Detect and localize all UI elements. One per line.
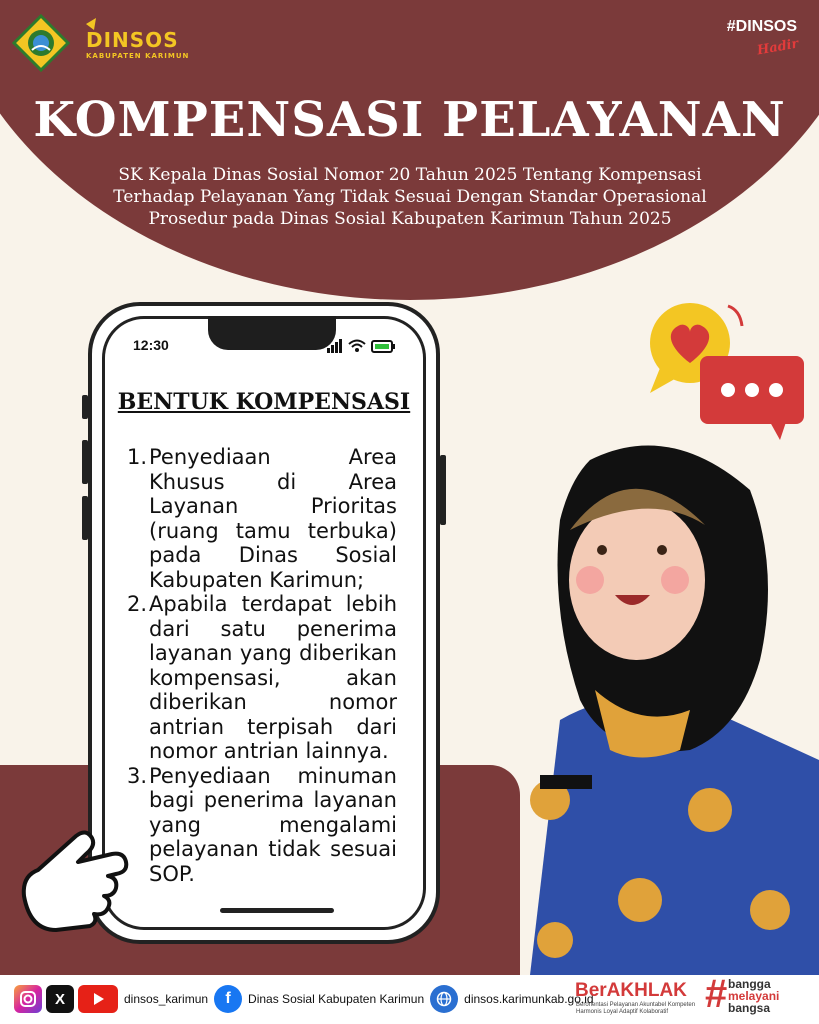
youtube-icon[interactable] [78,985,118,1013]
compensation-list [127,445,397,886]
list-number: 2. [127,592,148,616]
signal-icon [327,339,342,353]
list-text: Apabila terdapat lebih dari satu penerima layanan yang diberikan kompensasi, akan diberikan nomor antrian terpisah dari nomor antrian lainnya. [149,592,397,763]
wifi-icon [349,341,365,353]
bangga-line: melayani [728,989,780,1003]
phone-side-button [440,455,446,525]
facebook-name[interactable]: Dinas Sosial Kabupaten Karimun [248,992,425,1006]
status-icons [327,337,397,355]
dinsos-logo-subtitle: KABUPATEN KARIMUN [86,52,190,60]
footer-social-row [14,982,600,1016]
website-url[interactable]: dinsos.karimunkab.go.id [464,992,594,1006]
list-item [127,445,397,592]
battery-icon [372,341,395,352]
chat-bubbles-icon [640,298,810,448]
phone-notch [208,316,336,350]
regency-emblem-icon [12,14,70,72]
list-text: Penyediaan minuman bagi penerima layanan yang mengalami pelayanan tidak sesuai SOP. [149,763,397,886]
page-subtitle: SK Kepala Dinas Sosial Nomor 20 Tahun 2025 Tentang Kompensasi Terhadap Pelayanan Yang Tidak Sesuai Dengan Standar Operasional Prosedur pada Dinas Sosial Kabupaten Karimun Tahun 2025 [113,165,707,229]
berakhlak-logo: BerAKHLAK [575,980,687,1001]
woman-illustration-icon [440,430,819,975]
bangga-melayani-bangsa [728,978,779,1014]
home-indicator [220,908,334,913]
hash-icon: # [705,972,728,1016]
list-item [127,764,397,887]
list-number: 1. [127,445,148,469]
dinsos-logo-text: DINSOS [86,28,179,52]
pointing-hand-icon [16,826,136,936]
phone-mockup [88,302,440,944]
hashtag-sub: Hadir [756,36,800,59]
hashtag: #DINSOS [726,18,797,35]
bangga-line: bangsa [728,1001,771,1015]
status-time: 12:30 [133,337,169,353]
phone-screen [102,316,426,930]
list-number: 3. [127,763,148,788]
list-item [127,592,397,764]
facebook-icon[interactable]: f [214,985,242,1013]
page-title: KOMPENSASI PELAYANAN [33,92,786,148]
globe-icon[interactable] [430,985,458,1013]
card-title: BENTUK KOMPENSASI [117,389,411,415]
footer [0,975,819,1024]
social-handle[interactable]: dinsos_karimun [124,992,209,1006]
instagram-icon[interactable] [14,985,42,1013]
list-text: Penyediaan Area Khusus di Area Layanan Prioritas (ruang tamu terbuka) pada Dinas Sosial Kabupaten Karimun; [149,445,397,592]
x-icon[interactable]: X [46,985,74,1013]
bangga-line: bangga [728,977,771,991]
berakhlak-tagline: Berorientasi Pelayanan Akuntabel Kompeten Harmonis Loyal Adaptif Kolaboratif [576,1002,696,1015]
